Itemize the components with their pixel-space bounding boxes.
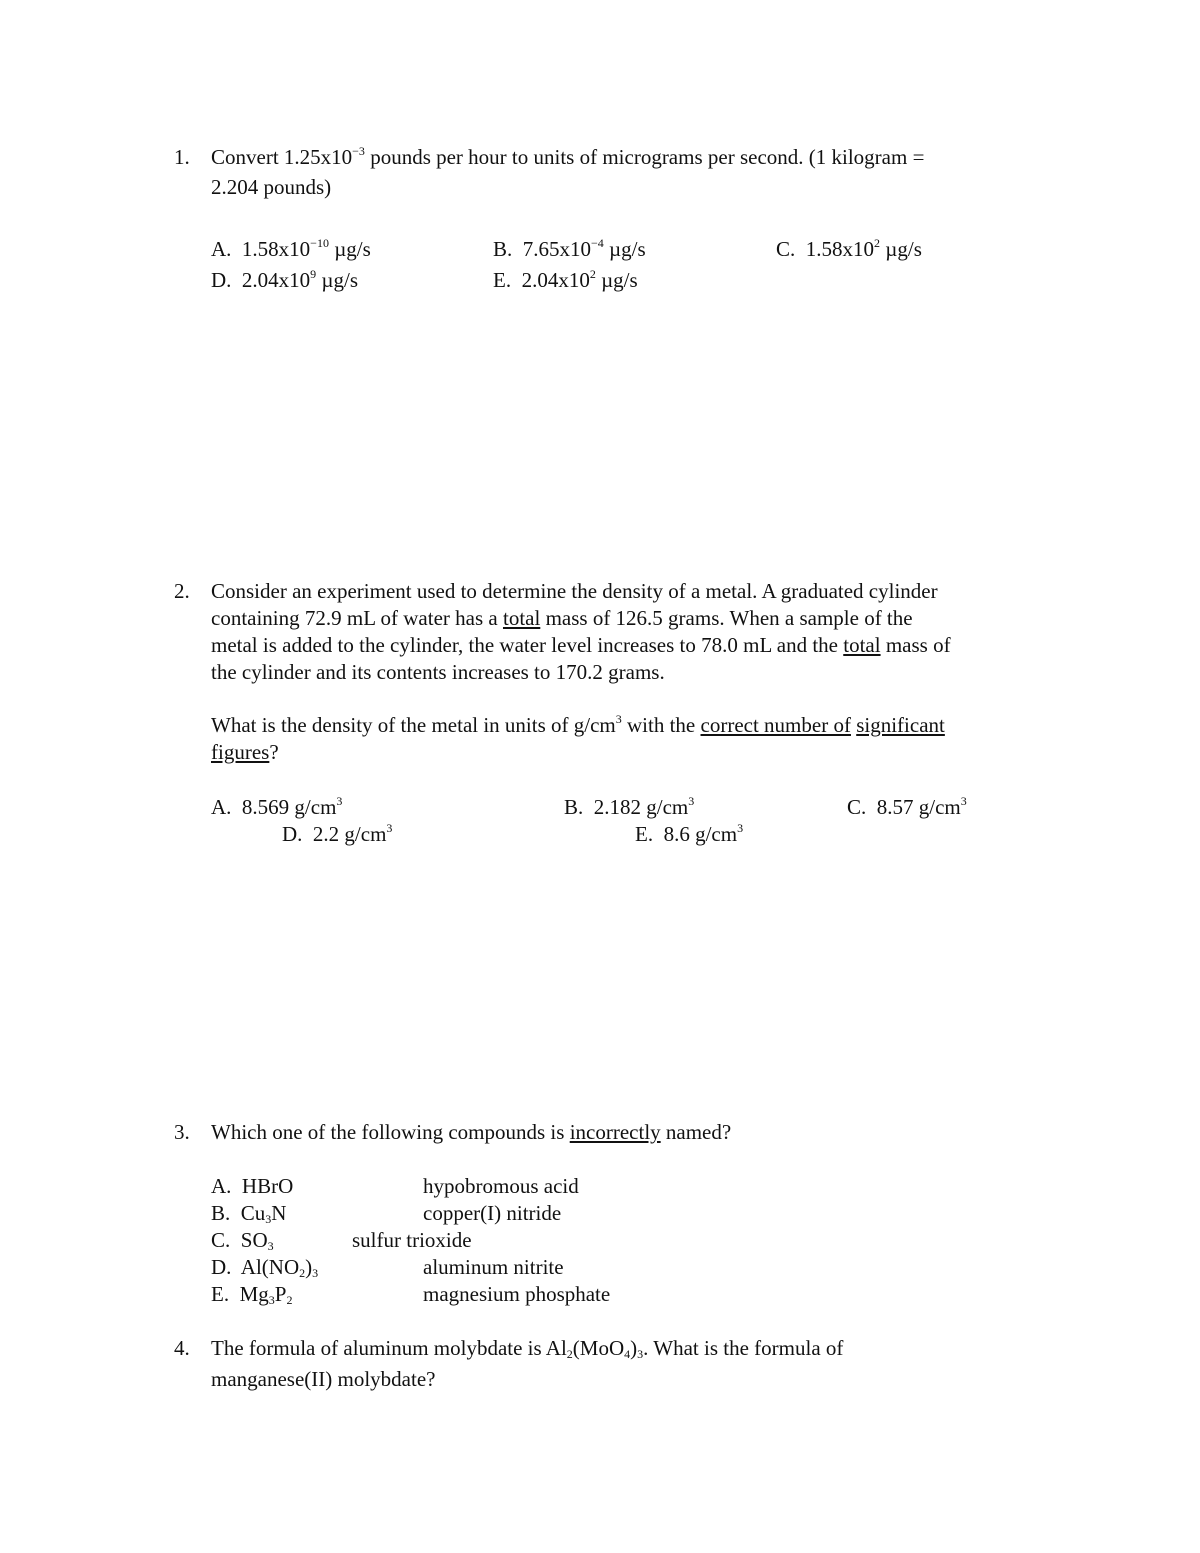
option-value: 1.58x10 — [805, 237, 875, 261]
option-letter: D. — [211, 1255, 232, 1279]
option-formula: $Al(NO_2)_3$ — [240, 1255, 319, 1280]
q3-option-a[interactable] — [211, 1174, 293, 1199]
option-letter: D. — [282, 822, 303, 846]
q1-option-a[interactable] — [211, 237, 371, 262]
q1-option-e[interactable] — [493, 268, 638, 293]
q1-option-c[interactable] — [776, 237, 922, 262]
option-letter: A. — [211, 237, 232, 261]
option-exponent: −4 — [591, 236, 604, 250]
option-exponent: 3 — [688, 794, 695, 808]
question-2-prompt-line2 — [211, 740, 279, 765]
q3-option-b-name: copper(I) nitride — [423, 1201, 562, 1225]
q2-option-a[interactable] — [211, 795, 342, 820]
q2-line3-a: metal is added to the cylinder, the water level increases to 78.0 mL and the — [211, 633, 844, 657]
q2-line2-a: containing 72.9 mL of water has a — [211, 606, 503, 630]
question-1-text — [211, 145, 924, 170]
option-unit: µg/s — [316, 268, 359, 292]
option-exponent: 2 — [589, 267, 596, 281]
q3-text-a: Which one of the following compounds is — [211, 1120, 570, 1144]
option-value: 2.182 g/cm — [593, 795, 689, 819]
question-3-number: 3. — [174, 1120, 190, 1144]
q3-text-underlined: incorrectly — [569, 1120, 661, 1144]
q4-text-a: The formula of aluminum molybdate is — [211, 1336, 546, 1360]
q2-line3-underlined: total — [843, 633, 881, 657]
option-unit: µg/s — [603, 237, 646, 261]
q2-option-e[interactable] — [635, 822, 743, 847]
option-formula: $Mg_3P_2$ — [239, 1282, 293, 1307]
q3-option-d-name: aluminum nitrite — [423, 1255, 564, 1279]
option-value: 7.65x10 — [522, 237, 592, 261]
q2-option-d[interactable] — [282, 822, 392, 847]
question-2-number: 2. — [174, 579, 190, 603]
option-unit: µg/s — [328, 237, 371, 261]
q2-line2-underlined: total — [502, 606, 541, 630]
option-letter: B. — [493, 237, 513, 261]
q1-option-d[interactable] — [211, 268, 358, 293]
option-letter: D. — [211, 268, 232, 292]
q3-option-c-name: sulfur trioxide — [352, 1228, 472, 1252]
option-formula: $Cu_3N$ — [240, 1201, 287, 1226]
option-letter: A. — [211, 795, 232, 819]
q2-prompt-underlined-3: figures — [211, 740, 270, 764]
option-letter: E. — [211, 1282, 230, 1306]
question-4-text-line2: manganese(II) molybdate? — [211, 1367, 436, 1391]
option-exponent: 3 — [960, 794, 967, 808]
question-2-line1: Consider an experiment used to determine the density of a metal. A graduated cylinder — [211, 579, 938, 603]
option-exponent: −10 — [310, 236, 329, 250]
option-letter: C. — [776, 237, 796, 261]
option-exponent: 3 — [336, 794, 343, 808]
question-2-line2 — [211, 606, 913, 631]
option-formula: HBrO — [241, 1174, 294, 1198]
question-1-number: 1. — [174, 145, 190, 169]
question-2-prompt — [211, 713, 945, 738]
q2-prompt-exp: 3 — [615, 712, 622, 726]
q4-formula: $Al_2(MoO_4)_3$ — [545, 1336, 644, 1361]
q4-text-b: . What is the formula of — [643, 1336, 844, 1360]
q2-prompt-underlined-1: correct number of — [700, 713, 851, 737]
q1-text-b: pounds per hour to units of micrograms per second. (1 kilogram = — [364, 145, 925, 169]
option-letter: C. — [847, 795, 867, 819]
q3-option-d[interactable] — [211, 1255, 318, 1280]
q2-option-b[interactable] — [564, 795, 694, 820]
option-value: 8.6 g/cm — [663, 822, 738, 846]
option-exponent: 9 — [310, 267, 317, 281]
q3-option-e-name: magnesium phosphate — [423, 1282, 611, 1306]
option-letter: C. — [211, 1228, 231, 1252]
question-1-text-line2: 2.204 pounds) — [211, 175, 332, 199]
question-4-number: 4. — [174, 1336, 190, 1360]
q1-option-b[interactable] — [493, 237, 646, 262]
question-3-text — [211, 1120, 731, 1145]
option-exponent: 3 — [386, 821, 393, 835]
option-value: 2.2 g/cm — [312, 822, 387, 846]
option-exponent: 3 — [737, 821, 744, 835]
option-unit: µg/s — [595, 268, 638, 292]
q1-text-exp: −3 — [352, 144, 365, 158]
q2-prompt-b: with the — [621, 713, 701, 737]
option-value: 2.04x10 — [241, 268, 311, 292]
q2-prompt-end: ? — [269, 740, 279, 764]
option-letter: A. — [211, 1174, 232, 1198]
q3-option-a-name: hypobromous acid — [423, 1174, 579, 1198]
option-formula: $SO_3$ — [240, 1228, 274, 1253]
option-value: 1.58x10 — [241, 237, 311, 261]
question-2-line3 — [211, 633, 951, 658]
option-letter: E. — [493, 268, 512, 292]
q2-line2-b: mass of 126.5 grams. When a sample of the — [540, 606, 913, 630]
q2-option-c[interactable] — [847, 795, 967, 820]
q3-option-b[interactable] — [211, 1201, 286, 1226]
option-unit: µg/s — [880, 237, 922, 261]
option-exponent: 2 — [874, 236, 881, 250]
q3-option-e[interactable] — [211, 1282, 292, 1307]
q1-text-a: Convert 1.25x10 — [211, 145, 353, 169]
q2-prompt-a: What is the density of the metal in units of g/cm — [211, 713, 616, 737]
q3-text-b: named? — [660, 1120, 732, 1144]
option-letter: B. — [564, 795, 584, 819]
option-letter: E. — [635, 822, 654, 846]
q2-prompt-underlined-2: significant — [856, 713, 945, 737]
question-4-text — [211, 1336, 843, 1361]
option-value: 2.04x10 — [521, 268, 590, 292]
option-value: 8.569 g/cm — [241, 795, 337, 819]
option-value: 8.57 g/cm — [876, 795, 961, 819]
question-2-line4: the cylinder and its contents increases to 170.2 grams. — [211, 660, 665, 684]
option-letter: B. — [211, 1201, 231, 1225]
q2-line3-b: mass of — [880, 633, 951, 657]
q3-option-c[interactable] — [211, 1228, 274, 1253]
